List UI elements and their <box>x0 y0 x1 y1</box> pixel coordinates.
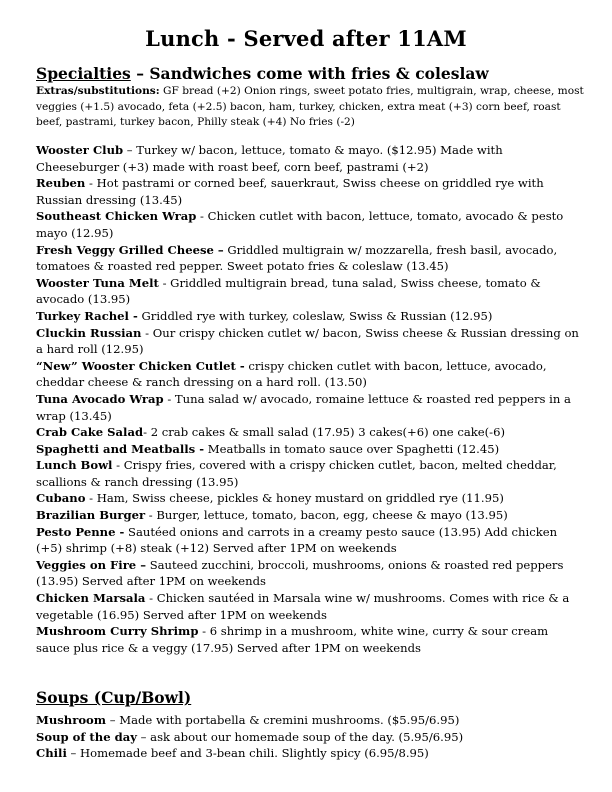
menu-item-wooster-club <box>36 142 584 175</box>
item-description: Sautéed onions and carrots in a creamy pesto sauce (13.95) Add chicken (+5) shrimp (+8) steak (+12) Served after 1PM on weekends <box>36 524 558 556</box>
item-name: Cubano <box>36 491 86 506</box>
menu-item-spaghetti-and-meatballs <box>36 441 584 458</box>
extras-label: Extras/substitutions: <box>36 85 160 97</box>
menu-item-wooster-tuna-melt <box>36 275 584 308</box>
item-name: Turkey Rachel - <box>36 308 138 323</box>
item-description: - Chicken sautéed in Marsala wine w/ mushrooms. Comes with rice & a vegetable (16.95) Served after 1PM on weekends <box>36 591 570 622</box>
specialties-list <box>36 142 584 656</box>
item-description: - 6 shrimp in a mushroom, white wine, curry & sour cream sauce plus rice & a veggy (17.95) Served after 1PM on weekends <box>36 624 549 655</box>
item-description: - Griddled multigrain bread, tuna salad, Swiss cheese, tomato & avocado (13.95) <box>36 275 541 307</box>
item-name: Wooster Tuna Melt <box>36 275 159 290</box>
menu-item-turkey-rachel <box>36 308 584 325</box>
item-name: Soup of the day <box>36 729 137 744</box>
item-description: - Crispy fries, covered with a crispy chicken cutlet, bacon, melted cheddar, scallions & ranch dressing (13.95) <box>36 458 557 489</box>
item-description: Griddled rye with turkey, coleslaw, Swiss & Russian (12.95) <box>137 308 493 323</box>
item-name: Pesto Penne - <box>36 524 125 539</box>
item-name: Brazilian Burger <box>36 508 146 523</box>
menu-item-brazilian-burger <box>36 507 584 524</box>
menu-item-fresh-veggy-grilled-cheese <box>36 242 584 275</box>
soups-heading <box>36 688 191 707</box>
item-name: Lunch Bowl <box>36 458 113 473</box>
item-name: Southeast Chicken Wrap <box>36 209 197 224</box>
extras-note <box>36 84 584 131</box>
item-description: – ask about our homemade soup of the day. (5.95/6.95) <box>137 729 464 744</box>
menu-item-cubano <box>36 490 584 507</box>
item-name: “New” Wooster Chicken Cutlet - <box>36 358 245 373</box>
item-name: Reuben <box>36 176 86 191</box>
specialties-title: Specialties <box>36 64 131 83</box>
menu-item-tuna-avocado-wrap <box>36 391 584 424</box>
menu-item-mushroom-curry-shrimp <box>36 623 584 656</box>
item-description: – Made with portabella & cremini mushrooms. ($5.95/6.95) <box>106 713 460 727</box>
item-description: Griddled multigrain w/ mozzarella, fresh basil, avocado, tomatoes & roasted red pepper. Sweet potato fries & coleslaw (13.45) <box>36 242 558 274</box>
soups-list <box>36 712 584 762</box>
item-description: - Tuna salad w/ avocado, romaine lettuce & roasted red peppers in a wrap (13.45) <box>36 391 571 423</box>
item-description: - Chicken cutlet with bacon, lettuce, tomato, avocado & pesto mayo (12.95) <box>36 209 564 240</box>
page-title: Lunch - Served after 11AM <box>145 26 467 51</box>
item-description: - 2 crab cakes & small salad (17.95) 3 cakes(+6) one cake(-6) <box>143 425 505 440</box>
item-description: - Burger, lettuce, tomato, bacon, egg, cheese & mayo (13.95) <box>145 508 508 523</box>
menu-item-reuben <box>36 175 584 208</box>
item-name: Chicken Marsala <box>36 591 146 606</box>
menu-item-wooster-chicken-cutlet <box>36 358 584 391</box>
item-name: Chili <box>36 746 67 761</box>
menu-item-veggies-on-fire <box>36 557 584 590</box>
menu-item-chicken-marsala <box>36 590 584 623</box>
specialties-subtitle: – Sandwiches come with fries & coleslaw <box>130 64 489 83</box>
menu-item-crab-cake-salad <box>36 424 584 441</box>
item-name: Mushroom <box>36 713 107 727</box>
item-description: – Homemade beef and 3-bean chili. Slightly spicy (6.95/8.95) <box>66 746 429 761</box>
item-description: crispy chicken cutlet with bacon, lettuce, avocado, cheddar cheese & ranch dressing on a hard roll. (13.50) <box>36 358 547 390</box>
menu-item-pesto-penne <box>36 524 584 557</box>
menu-item-southeast-chicken-wrap <box>36 208 584 241</box>
item-name: Wooster Club <box>36 143 124 157</box>
specialties-heading <box>36 64 489 83</box>
item-description: Meatballs in tomato sauce over Spaghetti (12.45) <box>204 441 500 456</box>
item-description: - Ham, Swiss cheese, pickles & honey mustard on griddled rye (11.95) <box>85 491 504 506</box>
item-description: Sauteed zucchini, broccoli, mushrooms, onions & roasted red peppers (13.95) Served after 1PM on weekends <box>36 557 564 589</box>
menu-item-cluckin-russian <box>36 325 584 358</box>
soup-item-mushroom <box>36 712 584 729</box>
item-name: Tuna Avocado Wrap <box>36 391 164 406</box>
item-name: Spaghetti and Meatballs - <box>36 441 205 456</box>
item-name: Mushroom Curry Shrimp <box>36 624 199 639</box>
item-name: Veggies on Fire – <box>36 557 147 572</box>
soup-item-soup-of-the-day <box>36 729 584 746</box>
soups-title: Soups (Cup/Bowl) <box>36 688 192 707</box>
item-description: - Our crispy chicken cutlet w/ bacon, Swiss cheese & Russian dressing on a hard roll (12.95) <box>36 325 579 357</box>
extras-text: GF bread (+2) Onion rings, sweet potato fries, multigrain, wrap, cheese, most veggies (+1.5) avocado, feta (+2.5) bacon, ham, turkey, chicken, extra meat (+3) corn beef, roast beef, pastrami, turkey bacon, Philly steak (+4) No fries (-2) <box>36 85 584 129</box>
item-name: Cluckin Russian <box>36 325 142 340</box>
item-name: Crab Cake Salad <box>36 425 144 440</box>
soup-item-chili <box>36 745 584 762</box>
menu-item-lunch-bowl <box>36 457 584 490</box>
item-description: – Turkey w/ bacon, lettuce, tomato & mayo. ($12.95) Made with Cheeseburger (+3) made with roast beef, corn beef, pastrami (+2) <box>36 143 503 174</box>
item-name: Fresh Veggy Grilled Cheese – <box>36 242 224 257</box>
item-description: - Hot pastrami or corned beef, sauerkraut, Swiss cheese on griddled rye with Russian dressing (13.45) <box>36 176 544 207</box>
